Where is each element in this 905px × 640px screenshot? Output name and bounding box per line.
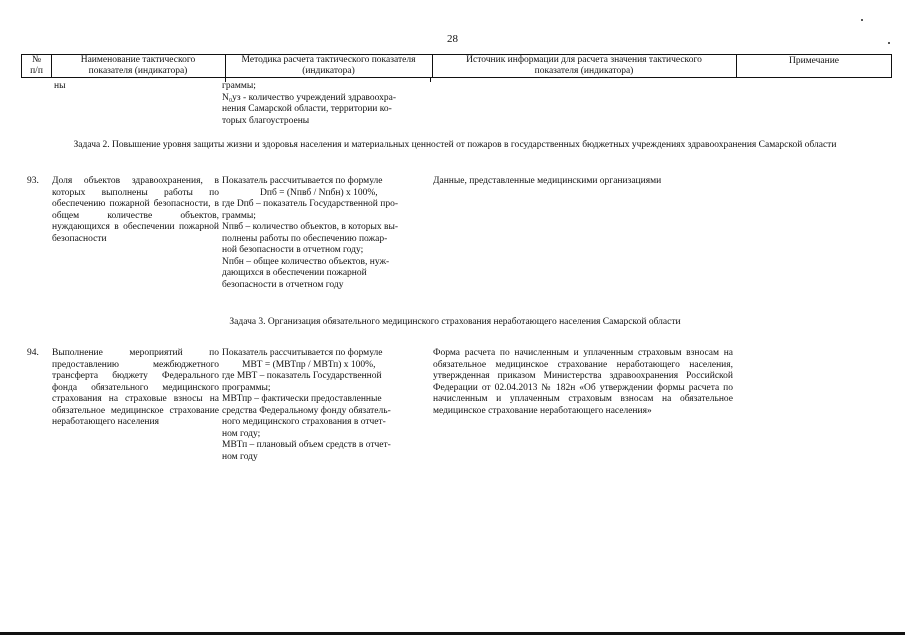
method-line: МВТпр – фактически предоставленные (222, 394, 382, 404)
row-94-source: Форма расчета по начисленным и уплаченным страховым взносам на обязательное медицинское страхование неработающего населения, утвержденная приказом Министерства здравоохранения Российской Федерации от 02.04.2013 № 182н «Об утверждении формы расчета по начисленным и уплаченным страховым взносам на обязательное медицинское страхование неработающего населения» (433, 348, 733, 416)
method-line: полнены работы по обеспечению пожар- (222, 233, 388, 244)
method-formula: МВТ = (МВТпр / МВТп) x 100%, (242, 359, 376, 370)
task-3-heading: Задача 3. Организация обязательного медицинского страхования неработающего населения Самарской области (229, 317, 681, 327)
header-name: Наименование тактического показателя (индикатора) (80, 55, 196, 76)
method-line: N₀уз - количество учреждений здравоохра- (222, 92, 396, 103)
row-93-source: Данные, представленные медицинскими организациями (433, 176, 662, 186)
method-line: Показатель рассчитывается по формуле (222, 176, 383, 186)
method-line: дающихся в обеспечении пожарной (222, 268, 367, 278)
row-93-method (222, 176, 427, 291)
column-divider (430, 77, 431, 82)
header-num: № п/п (30, 55, 43, 76)
method-line: программы; (222, 382, 271, 393)
method-line: ном году; (222, 428, 261, 439)
task-2-heading: Задача 2. Повышение уровня защиты жизни и здоровья населения и материальных ценностей от пожаров в государственных бюджетных учреждениях здравоохранения Самарской области (73, 140, 837, 150)
method-line: где МВТ – показатель Государственной (222, 371, 382, 381)
method-line: средства Федеральному фонду обязатель- (222, 405, 391, 416)
header-method: Методика расчета тактического показателя (индикатора) (241, 55, 416, 76)
continuation-name-tail: ны (54, 81, 66, 91)
row-93-number: 93. (27, 176, 39, 186)
scan-speck (888, 42, 890, 44)
method-line: граммы; (222, 81, 256, 91)
method-line: Nпвб – количество объектов, в которых вы- (222, 222, 399, 232)
row-94-name: Выполнение мероприятий по предоставлению межбюджетного трансферта бюджету Федерального фонда обязательного медицинского страхования на страховые взносы на обязательное медицинское страхование неработающего населения (52, 348, 219, 427)
header-note: Примечание (788, 56, 840, 66)
method-line: где Dпб – показатель Государственной про- (222, 199, 399, 209)
table-header (21, 54, 892, 78)
method-line: Показатель рассчитывается по формуле (222, 348, 383, 358)
method-line: ного медицинского страхования в отчет- (222, 417, 386, 427)
row-94-method (222, 348, 427, 463)
method-line: МВТп – плановый объем средств в отчет- (222, 440, 391, 450)
method-formula: Dпб = (Nпвб / Nпбн) x 100%, (260, 187, 378, 198)
method-line: ном году (222, 451, 258, 462)
method-line: безопасности в отчетном году (222, 279, 344, 290)
method-line: граммы; (222, 210, 256, 221)
row-94-number: 94. (27, 348, 39, 358)
page-bottom-border (0, 632, 905, 635)
method-line: ной безопасности в отчетном году; (222, 245, 364, 255)
scan-speck (861, 19, 863, 21)
continuation-method (222, 81, 427, 127)
page-number: 28 (447, 33, 458, 45)
row-93-name: Доля объектов здравоохранения, в которых выполнены работы по обеспечению пожарной безопасности, в общем количестве объектов, нуждающихся в обеспечении пожарной безопасности (52, 176, 219, 244)
method-line: торых благоустроены (222, 115, 310, 126)
header-source: Источник информации для расчета значения тактического показателя (индикатора) (466, 55, 702, 76)
method-line: нения Самарской области, территории ко- (222, 104, 392, 114)
method-line: Nпбн – общее количество объектов, нуж- (222, 256, 390, 267)
